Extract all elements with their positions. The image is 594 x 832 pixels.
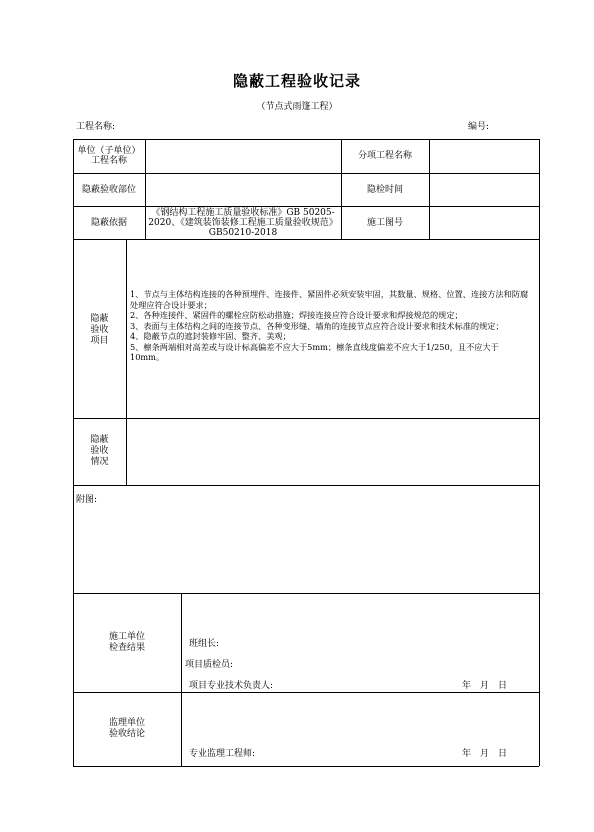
column-divider <box>181 593 182 766</box>
inspection-item: 1、节点与主体结构连接的各种预埋件、连接件、紧固件必须安装牢固，其数量、规格、位置、连接方法和防腐处理应符合设计要求； <box>130 289 529 310</box>
supervision-date-label: 年 月 日 <box>462 749 508 759</box>
situation-label-line: 情况 <box>90 457 109 467</box>
row-divider <box>73 593 539 594</box>
hidden-part-value <box>145 173 341 206</box>
serial-number-label: 编号: <box>468 122 490 132</box>
unit-name-label <box>73 139 145 173</box>
construction-date-label: 年 月 日 <box>462 681 508 691</box>
unit-name-label-line2: 工程名称 <box>90 156 127 166</box>
inspection-item: 3、表面与主体结构之间的连接节点、各种变形缝、墙角的连接节点应符合设计要求和技术标准的规定； <box>130 320 504 331</box>
drawing-number-value <box>429 206 539 239</box>
page-title: 隐蔽工程验收记录 <box>232 72 361 90</box>
supervision-unit-label <box>73 718 181 740</box>
items-label-line: 项目 <box>90 336 109 346</box>
items-label-line: 隐蔽 <box>90 314 109 324</box>
items-label <box>73 314 126 347</box>
sub-project-label: 分项工程名称 <box>357 151 412 161</box>
row-divider <box>73 239 539 240</box>
project-name-label: 工程名称: <box>76 122 116 132</box>
hidden-part-label: 隐蔽验收部位 <box>81 184 136 195</box>
page-subtitle: （节点式雨篷工程） <box>256 102 338 112</box>
drawing-number-label: 施工图号 <box>366 217 403 228</box>
situation-value <box>126 418 539 485</box>
basis-text: 《钢结构工程施工质量验收标准》GB 50205-2020、《建筑装饰装修工程施工质量验收规范》 GB50210-2018 <box>148 207 338 238</box>
construction-unit-label-line: 施工单位 <box>108 632 145 642</box>
unit-name-value <box>145 139 341 173</box>
sub-project-value <box>429 139 539 173</box>
situation-label-line: 验收 <box>90 446 109 456</box>
inspection-item: 4、隐蔽节点的遮封装修牢固、整齐、美观； <box>130 331 291 341</box>
supervision-unit-label-line: 监理单位 <box>108 718 145 728</box>
inspection-items-list <box>130 289 535 363</box>
tech-leader-label: 项目专业技术负责人: <box>189 681 274 691</box>
team-leader-label: 班组长: <box>189 639 220 649</box>
attachment-label: 附图: <box>76 495 98 505</box>
table-border-right <box>539 139 540 766</box>
construction-unit-label <box>73 632 181 654</box>
inspection-time-label: 隐检时间 <box>366 184 403 195</box>
supervision-unit-label-line: 验收结论 <box>108 729 145 739</box>
situation-label-line: 隐蔽 <box>90 435 109 445</box>
items-label-line: 验收 <box>90 325 109 335</box>
basis-label: 隐蔽依据 <box>90 217 127 228</box>
inspection-item: 2、各种连接件、紧固件的螺栓应防松动措施；焊接连接应符合设计要求和焊接规范的规定； <box>130 310 463 320</box>
construction-unit-label-line: 检查结果 <box>108 643 145 653</box>
inspection-time-value <box>429 173 539 206</box>
unit-name-label-line1: 单位（子单位） <box>77 146 141 156</box>
table-border-bottom <box>73 766 539 767</box>
row-divider <box>73 485 539 486</box>
situation-label <box>73 435 126 468</box>
inspection-item: 5、檩条两端相对高差或与设计标高偏差不应大于5mm；檩条直线度偏差不应大于1/250，且不应大于 10mm。 <box>130 341 499 362</box>
row-divider <box>73 692 539 693</box>
supervisor-label: 专业监理工程师: <box>189 749 256 759</box>
quality-inspector-label: 项目质检员: <box>185 660 234 670</box>
